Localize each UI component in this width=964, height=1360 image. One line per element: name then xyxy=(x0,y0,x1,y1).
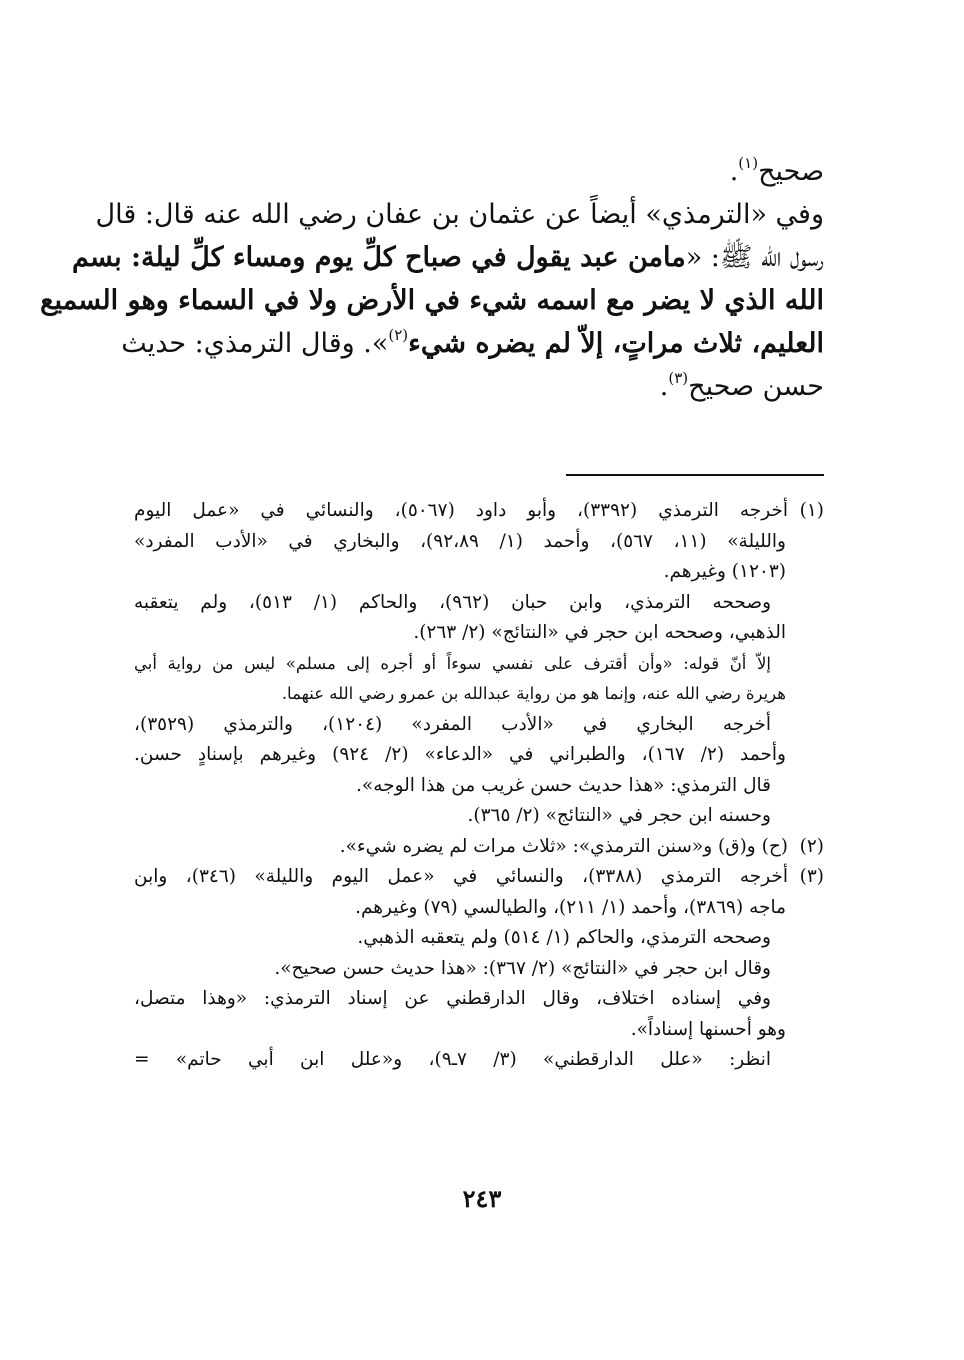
footnote-text: أخرجه الترمذي (٣٣٩٢)، وأبو داود (٥٠٦٧)، والنسائي في «عمل اليوم xyxy=(134,500,788,521)
footnote-text: انظر: «علل الدارقطني» (٣/ ٧ـ٩)، و«علل ابن أبي حاتم» = xyxy=(134,1049,771,1070)
main-text-run: صحيح xyxy=(758,156,824,187)
footnote-line xyxy=(134,984,771,1015)
main-line-6 xyxy=(134,365,824,408)
main-text-run: وفي «الترمذي» أيضاً عن عثمان بن عفان رضي الله عنه قال: قال xyxy=(95,199,824,230)
footnote-line xyxy=(134,740,786,771)
footnotes xyxy=(134,496,824,1076)
footnote-ref-3: (٣) xyxy=(668,369,689,387)
footnote-line xyxy=(134,801,771,832)
footnote-text: ماجه (٣٨٦٩)، وأحمد (١/ ٢١١)، والطيالسي (٧٩) وغيرهم. xyxy=(355,896,786,918)
main-line-2 xyxy=(95,193,824,236)
footnote-text: أخرجه البخاري في «الأدب المفرد» (١٢٠٤)، والترمذي (٣٥٢٩)، xyxy=(134,713,771,735)
footnote-line xyxy=(134,1045,771,1076)
footnote-line xyxy=(134,862,824,893)
footnote-text: وصححه الترمذي، وابن حبان (٩٦٢)، والحاكم (١/ ٥١٣)، ولم يتعقبه xyxy=(134,591,772,613)
footnote-line xyxy=(134,832,824,863)
main-line-3 xyxy=(72,236,824,279)
main-text-run: حسن صحيح xyxy=(688,371,824,402)
hadith-text: الله الذي لا يضر مع اسمه شيء في الأرض ولا في السماء وهو السميع xyxy=(40,285,824,316)
footnote-text: (١٢٠٣) وغيرهم. xyxy=(663,561,786,582)
footnote-separator xyxy=(566,474,824,476)
footnote-line xyxy=(134,649,771,680)
footnote-line xyxy=(134,710,771,741)
main-line-1 xyxy=(134,150,824,193)
hadith-text: العليم، ثلاث مراتٍ، إلاّ لم يضره شيء xyxy=(408,328,824,359)
main-text-run: . xyxy=(659,371,669,402)
footnote-text: وحسنه ابن حجر في «النتائج» (٢/ ٣٦٥). xyxy=(467,805,771,826)
footnote-line xyxy=(134,496,824,527)
footnote-line xyxy=(134,771,771,802)
footnote-number: (٢) xyxy=(799,835,824,857)
footnote-line xyxy=(134,679,786,710)
footnote-text: وقال ابن حجر في «النتائج» (٢/ ٣٦٧): «هذا حديث حسن صحيح». xyxy=(274,957,771,979)
main-text xyxy=(40,150,824,408)
page-number: ٢٤٣ xyxy=(462,1184,502,1213)
main-text-run: ». وقال الترمذي: حديث xyxy=(121,328,389,359)
footnote-line xyxy=(134,954,771,985)
footnote-text: والليلة» (١١، ٥٦٧)، وأحمد (١/ ٩٢،٨٩)، والبخاري في «الأدب المفرد» xyxy=(134,530,786,552)
footnote-number: (١) xyxy=(799,500,824,521)
footnote-line xyxy=(134,618,786,649)
footnote-text: وهو أحسنها إسناداً». xyxy=(630,1018,786,1040)
footnote-number: (٣) xyxy=(799,866,825,887)
footnote-line xyxy=(134,527,786,558)
main-line-5 xyxy=(121,322,824,365)
footnote-text: هريرة رضي الله عنه، وإنما هو من رواية عبدالله بن عمرو رضي الله عنهما. xyxy=(281,684,786,703)
footnote-ref-1: (١) xyxy=(738,154,759,172)
footnote-text: وفي إسناده اختلاف، وقال الدارقطني عن إسناد الترمذي: «وهذا متصل، xyxy=(134,988,771,1009)
footnote-text: قال الترمذي: «هذا حديث حسن غريب من هذا الوجه». xyxy=(356,774,771,796)
footnote-line xyxy=(134,923,771,954)
footnote-text: أخرجه الترمذي (٣٣٨٨)، والنسائي في «عمل اليوم والليلة» (٣٤٦)، وابن xyxy=(134,866,789,887)
footnote-text: الذهبي، وصححه ابن حجر في «النتائج» (٢/ ٢٦٣). xyxy=(413,622,786,643)
hadith-text: مامن عبد يقول في صباح كلِّ يوم ومساء كلِّ ليلة: بسم xyxy=(72,242,686,273)
footnote-line xyxy=(134,893,786,924)
main-text-run: . xyxy=(729,156,739,187)
footnote-text: وصححه الترمذي، والحاكم (١/ ٥١٤) ولم يتعقبه الذهبي. xyxy=(357,927,771,948)
footnote-ref-2: (٢) xyxy=(388,326,409,344)
footnote-line xyxy=(134,557,786,588)
main-line-4 xyxy=(40,279,824,322)
footnote-text: إلاّ أنّ قوله: «وأن أقترف على نفسي سوءاً أو أجره إلى مسلم» ليس من رواية أبي xyxy=(134,653,771,673)
main-text-run: رسول الله ﷺ: « xyxy=(685,242,824,273)
footnote-line xyxy=(134,588,771,619)
footnote-text: (ح) و(ق) و«سنن الترمذي»: «ثلاث مرات لم يضره شيء». xyxy=(339,835,788,857)
footnote-line xyxy=(134,1015,786,1046)
footnote-text: وأحمد (٢/ ١٦٧)، والطبراني في «الدعاء» (٢/ ٩٢٤) وغيرهم بإسنادٍ حسن. xyxy=(134,744,786,765)
